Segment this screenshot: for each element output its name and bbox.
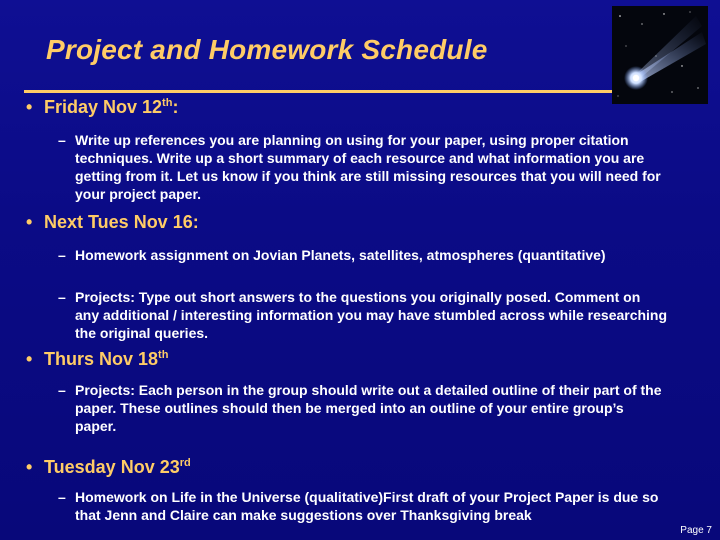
list-item xyxy=(58,131,668,203)
sub-item-text: Projects: Type out short answers to the questions you originally posed. Comment on any additional / interesting information you may have stumbled across while researching the original queries. xyxy=(75,289,668,341)
bullet-dot: • xyxy=(26,212,33,232)
heading-text: Thurs Nov 18 xyxy=(44,349,159,369)
sub-dash: – xyxy=(58,132,66,148)
sub-item-text: Homework on Life in the Universe (qualitative)First draft of your Project Paper is due so that Jenn and Claire can make suggestions over Thanksgiving break xyxy=(75,489,659,523)
bullet-dot: • xyxy=(26,457,33,477)
section-heading-next-tues xyxy=(26,212,199,233)
bullet-dot: • xyxy=(26,97,33,117)
list-item xyxy=(58,488,668,524)
page-number: Page 7 xyxy=(680,525,712,536)
heading-text: Next Tues Nov 16: xyxy=(44,212,199,232)
heading-suffix: : xyxy=(172,97,179,117)
sub-dash: – xyxy=(58,247,66,263)
section-heading-friday xyxy=(26,97,178,118)
heading-ordinal: rd xyxy=(179,457,191,469)
list-item xyxy=(58,288,668,342)
sub-dash: – xyxy=(58,382,66,398)
heading-text: Friday Nov 12 xyxy=(44,97,163,117)
slide-title: Project and Homework Schedule xyxy=(46,34,488,65)
list-item xyxy=(58,246,668,264)
sub-dash: – xyxy=(58,289,66,305)
heading-text: Tuesday Nov 23 xyxy=(44,457,180,477)
heading-ordinal: th xyxy=(158,349,169,361)
title-underline xyxy=(24,90,614,93)
comet-photo xyxy=(612,6,708,104)
heading-ordinal: th xyxy=(162,97,173,109)
section-heading-thurs xyxy=(26,349,168,370)
list-item xyxy=(58,381,668,435)
sub-item-text: Write up references you are planning on using for your paper, using proper citation techniques. Write up a short summary of each resource and what information you are getting from it. Let us know if you think are still missing resources that you will need for your project paper. xyxy=(75,132,661,202)
sub-item-text: Homework assignment on Jovian Planets, satellites, atmospheres (quantitative) xyxy=(75,247,606,263)
bullet-dot: • xyxy=(26,349,33,369)
comet-image xyxy=(612,6,708,104)
sub-dash: – xyxy=(58,489,66,505)
sub-item-text: Projects: Each person in the group should write out a detailed outline of their part of the paper. These outlines should then be merged into an outline of your entire group’s paper. xyxy=(75,382,662,434)
section-heading-tuesday xyxy=(26,457,191,478)
